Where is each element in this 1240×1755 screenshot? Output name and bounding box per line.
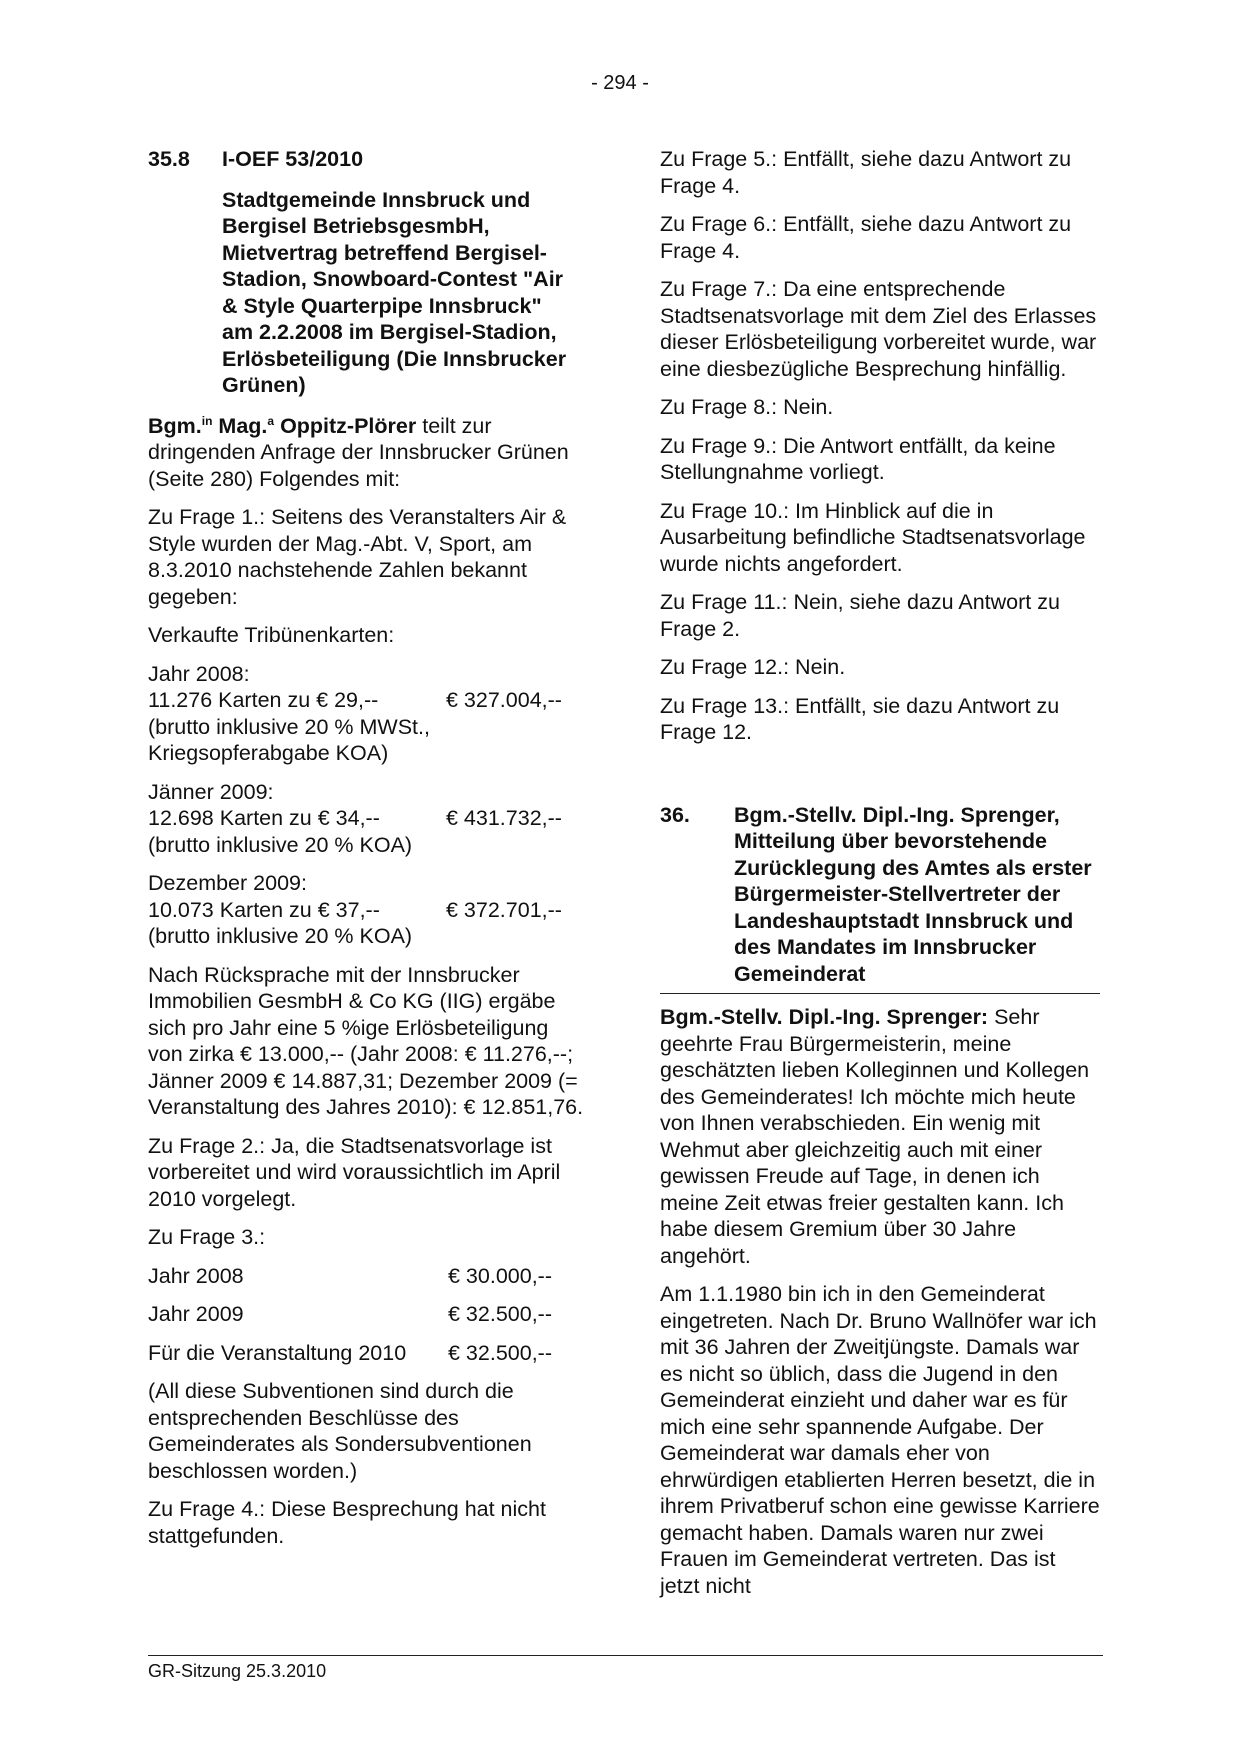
- footer-divider: [148, 1655, 1103, 1656]
- ticket-amount: € 372.701,--: [446, 897, 562, 922]
- speech-1-text: Sehr geehrte Frau Bürgermeisterin, meine geschätzten lieben Kolleginnen und Kollegen des Gemeinderates! Ich möchte mich heute von Ihnen verabschieden. Ein wenig mit Wehmut aber gleichzeitig auch mit einer gewissen Freude auf Tage, in denen ich meine Zeit etwas freier gestalten kann. Ich habe diesem Gremium über 30 Jahre angehört.: [660, 1005, 1090, 1268]
- subsidy-row: [148, 1263, 588, 1290]
- answer-11: Zu Frage 11.: Nein, siehe dazu Antwort zu Frage 2.: [660, 590, 1060, 641]
- speaker-mag-sup: a: [267, 413, 275, 428]
- subsidy-amount: € 30.000,--: [448, 1263, 552, 1288]
- ticket-row: [148, 687, 588, 714]
- section-heading: [148, 146, 588, 173]
- ticket-note: (brutto inklusive 20 % KOA): [148, 924, 413, 948]
- subsidy-label: Für die Veranstaltung 2010: [148, 1340, 407, 1365]
- subsidy-amount: € 32.500,--: [448, 1340, 552, 1365]
- ticket-note: (brutto inklusive 20 % MWSt., Kriegsopferabgabe KOA): [148, 714, 430, 765]
- ticket-count: 10.073 Karten zu € 37,--: [148, 897, 380, 922]
- answer-7: Zu Frage 7.: Da eine entsprechende Stadtsenatsvorlage mit dem Ziel des Erlasses dieser Erlösbeteiligung vorbereitet wurde, war eine diesbezügliche Besprechung hinfällig.: [660, 277, 1097, 381]
- answer-5: Zu Frage 5.: Entfällt, siehe dazu Antwort zu Frage 4.: [660, 147, 1072, 198]
- speech-paragraph-1: [660, 1004, 1100, 1269]
- subsidy-label: Jahr 2008: [148, 1263, 244, 1288]
- speaker-name: Oppitz-Plörer: [280, 413, 417, 438]
- ticket-block: [148, 779, 588, 859]
- subsidy-row: [148, 1301, 588, 1328]
- ticket-amount: € 431.732,--: [446, 806, 562, 830]
- intro-text: teilt zur dringenden Anfrage der Innsbrucker Grünen (Seite 280) Folgendes mit:: [148, 413, 569, 491]
- ticket-block: [148, 661, 588, 767]
- speech-paragraph-2: Am 1.1.1980 bin ich in den Gemeinderat eingetreten. Nach Dr. Bruno Wallnöfer war ich mit 36 Jahren der Zweitjüngste. Damals war es nicht so üblich, dass die Jugend in den Gemeinderat einzieht und daher war es für mich eine sehr spannende Aufgabe. Der Gemeinderat war damals eher von ehrwürdigen etablierten Herren besetzt, die in ihrem Privatberuf schon eine gewisse Karriere gemacht haben. Damals waren nur zwei Frauen im Gemeinderat vertreten. Das ist jetzt nicht: [660, 1282, 1100, 1598]
- ticket-row: [148, 805, 588, 832]
- section-36-number: 36.: [660, 802, 690, 827]
- ticket-count: 12.698 Karten zu € 34,--: [148, 806, 380, 830]
- ticket-amount: € 327.004,--: [446, 688, 562, 712]
- answer-4: Zu Frage 4.: Diese Besprechung hat nicht stattgefunden.: [148, 1497, 546, 1548]
- answer-8: Zu Frage 8.: Nein.: [660, 395, 834, 419]
- right-column: [660, 146, 1100, 1611]
- iig-paragraph: Nach Rücksprache mit der Innsbrucker Immobilien GesmbH & Co KG (IIG) ergäbe sich pro Jahr eine 5 %ige Erlösbeteiligung von zirka € 13.000,-- (Jahr 2008: € 11.276,--; Jänner 2009 € 14.887,31; Dezember 2009 (= Veranstaltung des Jahres 2010): € 12.851,76.: [148, 962, 584, 1119]
- subsidy-amount: € 32.500,--: [448, 1302, 552, 1326]
- answer-2: Zu Frage 2.: Ja, die Stadtsenatsvorlage ist vorbereitet und wird voraussichtlich im April 2010 vorgelegt.: [148, 1133, 561, 1211]
- ticket-note: (brutto inklusive 20 % KOA): [148, 832, 413, 857]
- section-code: I-OEF 53/2010: [222, 147, 364, 171]
- section-title: Stadtgemeinde Innsbruck und Bergisel BetriebsgesmbH, Mietvertrag betreffend Bergisel-Stadion, Snowboard-Contest "Air & Style Quarterpipe Innsbruck" am 2.2.2008 im Bergisel-Stadion, Erlösbeteiligung (Die Innsbrucker Grünen): [222, 187, 567, 397]
- section-number: 35.8: [148, 147, 190, 171]
- speaker-intro: [148, 413, 588, 493]
- answer-12: Zu Frage 12.: Nein.: [660, 655, 846, 679]
- speaker-prefix: Bgm.: [148, 413, 202, 438]
- ticket-period: Dezember 2009:: [148, 871, 307, 895]
- ticket-row: [148, 897, 588, 924]
- answer-10: Zu Frage 10.: Im Hinblick auf die in Ausarbeitung befindliche Stadtsenatsvorlage wurde nichts angefordert.: [660, 498, 1086, 576]
- ticket-count: 11.276 Karten zu € 29,--: [148, 688, 379, 712]
- answer-9: Zu Frage 9.: Die Antwort entfällt, da keine Stellungnahme vorliegt.: [660, 433, 1056, 484]
- page-number: - 294 -: [591, 72, 649, 94]
- section-36-title: Bgm.-Stellv. Dipl.-Ing. Sprenger, Mitteilung über bevorstehende Zurücklegung des Amtes als erster Bürgermeister-Stellvertreter der Landeshauptstadt Innsbruck und des Mandates im Innsbrucker Gemeinderat: [734, 802, 1092, 986]
- speaker-mag: Mag.: [218, 413, 268, 438]
- speaker-36: Bgm.-Stellv. Dipl.-Ing. Sprenger:: [660, 1005, 989, 1029]
- speaker-prefix-sup: in: [201, 413, 213, 428]
- subsidy-note: (All diese Subventionen sind durch die entsprechenden Beschlüsse des Gemeinderates als Sondersubventionen beschlossen worden.): [148, 1379, 532, 1483]
- subsidy-row: [148, 1340, 588, 1367]
- ticket-period: Jänner 2009:: [148, 779, 274, 804]
- answer-6: Zu Frage 6.: Entfällt, siehe dazu Antwort zu Frage 4.: [660, 212, 1072, 263]
- answer-3-label: Zu Frage 3.:: [148, 1225, 266, 1249]
- footer: GR-Sitzung 25.3.2010: [148, 1661, 327, 1681]
- tribuenen-label: Verkaufte Tribünenkarten:: [148, 623, 395, 647]
- subsidy-label: Jahr 2009: [148, 1302, 244, 1326]
- answer-13: Zu Frage 13.: Entfällt, sie dazu Antwort zu Frage 12.: [660, 693, 1060, 744]
- answer-1: Zu Frage 1.: Seitens des Veranstalters Air & Style wurden der Mag.-Abt. V, Sport, am 8.3.2010 nachstehende Zahlen bekannt gegeben:: [148, 505, 567, 609]
- left-column: [148, 146, 588, 1561]
- section-36-heading: [660, 802, 1100, 995]
- ticket-period: Jahr 2008:: [148, 661, 250, 686]
- ticket-block: [148, 870, 588, 950]
